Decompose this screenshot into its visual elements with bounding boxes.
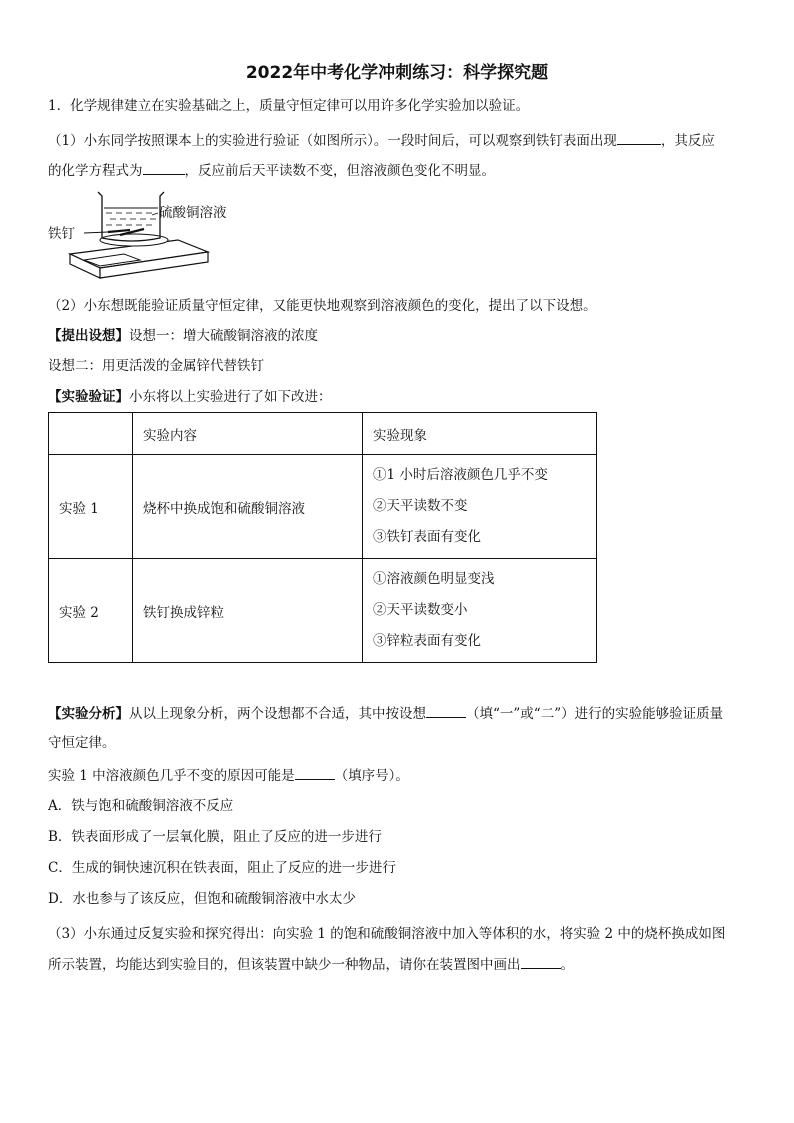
blank-observation[interactable] — [617, 130, 661, 145]
blank-reason[interactable] — [295, 765, 335, 780]
part-1-text-c: 的化学方程式为 — [48, 163, 143, 179]
reason-text-b: （填序号）。 — [334, 768, 409, 784]
blank-hypothesis-choice[interactable] — [426, 703, 466, 718]
row-name: 实验 2 — [49, 559, 133, 663]
option-d: D．水也参与了该反应，但饱和硫酸铜溶液中水太少 — [48, 891, 356, 907]
part-1-line-1 — [48, 130, 715, 151]
hypothesis-line-1 — [48, 326, 318, 346]
reason-line — [48, 765, 409, 786]
table-header-cell: 实验内容 — [133, 413, 363, 455]
observation-item: ③铁钉表面有变化 — [373, 529, 481, 545]
experiment-table — [48, 412, 597, 663]
verify-line — [48, 387, 332, 407]
option-c: C．生成的铜快速沉积在铁表面，阻止了反应的进一步进行 — [48, 860, 396, 876]
option-b: B．铁表面形成了一层氧化膜，阻止了反应的进一步进行 — [48, 829, 382, 845]
analysis-tag: 【实验分析】 — [48, 706, 129, 722]
nail-label: 铁钉 — [48, 226, 75, 242]
table-header-cell: 实验现象 — [363, 413, 597, 455]
part-1-text-a: （1）小东同学按照课本上的实验进行验证（如图所示）。一段时间后，可以观察到铁钉表面出现 — [48, 133, 617, 149]
part-3-line-1: （3）小东通过反复实验和探究得出：向实验 1 的饱和硫酸铜溶液中加入等体积的水，将实验 2 中的烧杯换成如图 — [48, 926, 726, 942]
analysis-line-2: 守恒定律。 — [48, 735, 116, 751]
observation-item: ②天平读数变小 — [373, 602, 468, 618]
part-2-stem: （2）小东想既能验证质量守恒定律，又能更快地观察到溶液颜色的变化，提出了以下设想。 — [48, 298, 597, 314]
part-3-text-b: 。 — [560, 957, 574, 973]
blank-equation[interactable] — [143, 160, 185, 175]
row-content: 烧杯中换成饱和硫酸铜溶液 — [133, 455, 363, 559]
table-header-row — [49, 413, 597, 455]
hypothesis-2: 设想二：用更活泼的金属锌代替铁钉 — [48, 358, 264, 374]
part-1-line-2 — [48, 160, 495, 181]
verify-text: 小东将以上实验进行了如下改进： — [129, 389, 332, 405]
row-content: 铁钉换成锌粒 — [133, 559, 363, 663]
row-name: 实验 1 — [49, 455, 133, 559]
observation-item: ②天平读数不变 — [373, 498, 468, 514]
blank-missing-item[interactable] — [521, 954, 561, 969]
hypothesis-1: 设想一：增大硫酸铜溶液的浓度 — [129, 328, 318, 344]
table-header-cell — [49, 413, 133, 455]
analysis-line-1 — [48, 703, 723, 724]
table-row — [49, 455, 597, 559]
part-1-text-d: ，反应前后天平读数不变，但溶液颜色变化不明显。 — [184, 163, 495, 179]
beaker-balance-figure — [48, 186, 248, 288]
observation-item: ①1 小时后溶液颜色几乎不变 — [373, 467, 548, 483]
table-row — [49, 559, 597, 663]
question-1-stem: 1．化学规律建立在实验基础之上，质量守恒定律可以用许多化学实验加以验证。 — [48, 98, 530, 114]
part-3-text-a: 所示装置，均能达到实验目的，但该装置中缺少一种物品，请你在装置图中画出 — [48, 957, 521, 973]
analysis-text-a: 从以上现象分析，两个设想都不合适，其中按设想 — [129, 706, 426, 722]
reason-text-a: 实验 1 中溶液颜色几乎不变的原因可能是 — [48, 768, 295, 784]
hypothesis-tag: 【提出设想】 — [48, 328, 129, 344]
verify-tag: 【实验验证】 — [48, 389, 129, 405]
row-observations — [363, 559, 597, 663]
row-observations — [363, 455, 597, 559]
observation-item: ①溶液颜色明显变浅 — [373, 571, 495, 587]
page-title: 2022年中考化学冲刺练习：科学探究题 — [245, 63, 549, 83]
part-1-text-b: ，其反应 — [660, 133, 715, 149]
solution-label: 硫酸铜溶液 — [159, 205, 227, 221]
analysis-text-b: （填“一”或“二”）进行的实验能够验证质量 — [466, 706, 724, 722]
part-3-line-2 — [48, 954, 574, 975]
option-a: A．铁与饱和硫酸铜溶液不反应 — [48, 798, 234, 814]
observation-item: ③锌粒表面有变化 — [373, 633, 481, 649]
